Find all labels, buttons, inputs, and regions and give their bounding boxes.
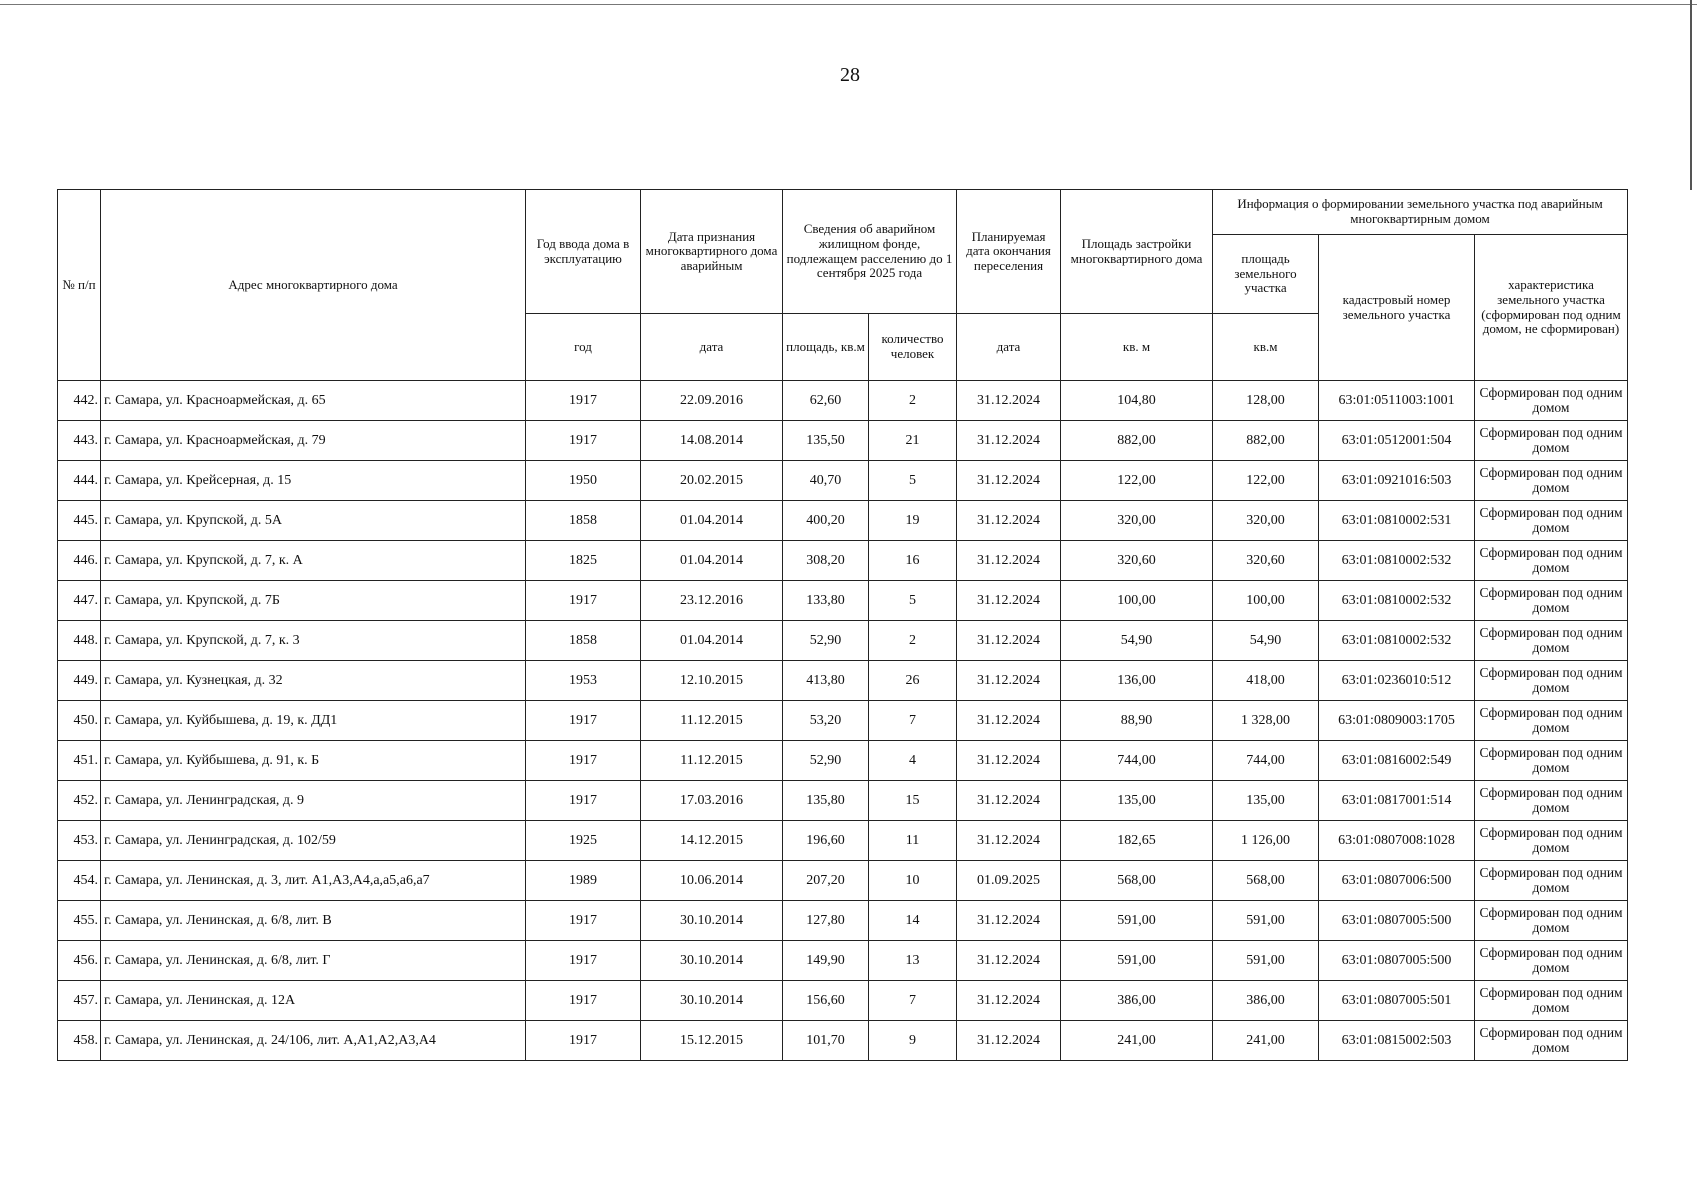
table-row — [58, 461, 1628, 501]
cell-area: 413,80 — [783, 661, 869, 701]
unit-planned-date: дата — [957, 314, 1061, 381]
cell-building-area: 386,00 — [1061, 981, 1213, 1021]
cell-people: 10 — [869, 861, 957, 901]
cell-num: 445. — [58, 501, 101, 541]
cell-characteristic: Сформирован под одним домом — [1475, 421, 1628, 461]
cell-num: 458. — [58, 1021, 101, 1061]
unit-year: год — [526, 314, 641, 381]
cell-cadastral: 63:01:0807008:1028 — [1319, 821, 1475, 861]
cell-planned-date: 31.12.2024 — [957, 381, 1061, 421]
cell-land-area: 591,00 — [1213, 901, 1319, 941]
cell-area: 53,20 — [783, 701, 869, 741]
cell-address: г. Самара, ул. Ленинградская, д. 102/59 — [101, 821, 526, 861]
cell-planned-date: 31.12.2024 — [957, 541, 1061, 581]
cell-people: 14 — [869, 901, 957, 941]
cell-land-area: 128,00 — [1213, 381, 1319, 421]
cell-land-area: 1 328,00 — [1213, 701, 1319, 741]
cell-building-area: 568,00 — [1061, 861, 1213, 901]
cell-cadastral: 63:01:0236010:512 — [1319, 661, 1475, 701]
cell-emergency-date: 01.04.2014 — [641, 541, 783, 581]
unit-date: дата — [641, 314, 783, 381]
cell-planned-date: 31.12.2024 — [957, 821, 1061, 861]
cell-people: 19 — [869, 501, 957, 541]
header-year-built: Год ввода дома в эксплуатацию — [526, 190, 641, 314]
cell-area: 127,80 — [783, 901, 869, 941]
cell-emergency-date: 30.10.2014 — [641, 901, 783, 941]
cell-year: 1917 — [526, 901, 641, 941]
cell-characteristic: Сформирован под одним домом — [1475, 661, 1628, 701]
cell-people: 16 — [869, 541, 957, 581]
cell-address: г. Самара, ул. Крупской, д. 7, к. А — [101, 541, 526, 581]
cell-planned-date: 31.12.2024 — [957, 581, 1061, 621]
cell-num: 443. — [58, 421, 101, 461]
table-row — [58, 581, 1628, 621]
cell-area: 156,60 — [783, 981, 869, 1021]
cell-people: 21 — [869, 421, 957, 461]
cell-building-area: 591,00 — [1061, 901, 1213, 941]
cell-building-area: 182,65 — [1061, 821, 1213, 861]
cell-area: 149,90 — [783, 941, 869, 981]
cell-year: 1989 — [526, 861, 641, 901]
cell-characteristic: Сформирован под одним домом — [1475, 781, 1628, 821]
cell-land-area: 135,00 — [1213, 781, 1319, 821]
cell-emergency-date: 10.06.2014 — [641, 861, 783, 901]
cell-characteristic: Сформирован под одним домом — [1475, 941, 1628, 981]
cell-area: 196,60 — [783, 821, 869, 861]
cell-cadastral: 63:01:0810002:531 — [1319, 501, 1475, 541]
cell-cadastral: 63:01:0815002:503 — [1319, 1021, 1475, 1061]
cell-building-area: 882,00 — [1061, 421, 1213, 461]
page-number: 28 — [840, 64, 860, 86]
cell-emergency-date: 01.04.2014 — [641, 501, 783, 541]
cell-emergency-date: 11.12.2015 — [641, 741, 783, 781]
cell-characteristic: Сформирован под одним домом — [1475, 741, 1628, 781]
cell-area: 40,70 — [783, 461, 869, 501]
cell-emergency-date: 22.09.2016 — [641, 381, 783, 421]
cell-year: 1917 — [526, 941, 641, 981]
cell-area: 52,90 — [783, 741, 869, 781]
cell-emergency-date: 30.10.2014 — [641, 981, 783, 1021]
cell-area: 400,20 — [783, 501, 869, 541]
cell-cadastral: 63:01:0807005:500 — [1319, 941, 1475, 981]
cell-year: 1858 — [526, 501, 641, 541]
cell-address: г. Самара, ул. Ленинская, д. 6/8, лит. Г — [101, 941, 526, 981]
cell-address: г. Самара, ул. Крупской, д. 7Б — [101, 581, 526, 621]
cell-area: 62,60 — [783, 381, 869, 421]
cell-characteristic: Сформирован под одним домом — [1475, 821, 1628, 861]
cell-planned-date: 31.12.2024 — [957, 901, 1061, 941]
cell-emergency-date: 14.08.2014 — [641, 421, 783, 461]
cell-area: 52,90 — [783, 621, 869, 661]
cell-num: 450. — [58, 701, 101, 741]
cell-land-area: 320,00 — [1213, 501, 1319, 541]
cell-emergency-date: 11.12.2015 — [641, 701, 783, 741]
cell-planned-date: 01.09.2025 — [957, 861, 1061, 901]
cell-num: 449. — [58, 661, 101, 701]
cell-people: 13 — [869, 941, 957, 981]
cell-address: г. Самара, ул. Крейсерная, д. 15 — [101, 461, 526, 501]
cell-num: 451. — [58, 741, 101, 781]
cell-characteristic: Сформирован под одним домом — [1475, 381, 1628, 421]
cell-land-area: 1 126,00 — [1213, 821, 1319, 861]
table-row — [58, 981, 1628, 1021]
cell-land-area: 386,00 — [1213, 981, 1319, 1021]
cell-cadastral: 63:01:0921016:503 — [1319, 461, 1475, 501]
cell-planned-date: 31.12.2024 — [957, 421, 1061, 461]
table-row — [58, 621, 1628, 661]
cell-planned-date: 31.12.2024 — [957, 981, 1061, 1021]
cell-land-area: 241,00 — [1213, 1021, 1319, 1061]
table-row — [58, 821, 1628, 861]
cell-year: 1925 — [526, 821, 641, 861]
cell-num: 456. — [58, 941, 101, 981]
cell-characteristic: Сформирован под одним домом — [1475, 541, 1628, 581]
cell-people: 4 — [869, 741, 957, 781]
cell-address: г. Самара, ул. Ленинская, д. 6/8, лит. В — [101, 901, 526, 941]
cell-land-area: 591,00 — [1213, 941, 1319, 981]
cell-people: 26 — [869, 661, 957, 701]
cell-planned-date: 31.12.2024 — [957, 621, 1061, 661]
cell-year: 1950 — [526, 461, 641, 501]
header-address: Адрес многоквартирного дома — [101, 190, 526, 381]
cell-building-area: 241,00 — [1061, 1021, 1213, 1061]
cell-address: г. Самара, ул. Куйбышева, д. 91, к. Б — [101, 741, 526, 781]
cell-emergency-date: 17.03.2016 — [641, 781, 783, 821]
cell-building-area: 54,90 — [1061, 621, 1213, 661]
cell-num: 444. — [58, 461, 101, 501]
cell-characteristic: Сформирован под одним домом — [1475, 621, 1628, 661]
cell-building-area: 744,00 — [1061, 741, 1213, 781]
table-row — [58, 541, 1628, 581]
unit-building-area: кв. м — [1061, 314, 1213, 381]
cell-address: г. Самара, ул. Куйбышева, д. 19, к. ДД1 — [101, 701, 526, 741]
cell-cadastral: 63:01:0810002:532 — [1319, 581, 1475, 621]
cell-area: 101,70 — [783, 1021, 869, 1061]
cell-year: 1917 — [526, 781, 641, 821]
header-land-info: Информация о формировании земельного участка под аварийным многоквартирным домом — [1213, 190, 1628, 235]
cell-year: 1917 — [526, 701, 641, 741]
cell-people: 2 — [869, 381, 957, 421]
cell-address: г. Самара, ул. Ленинская, д. 12А — [101, 981, 526, 1021]
table-row — [58, 501, 1628, 541]
cell-land-area: 320,60 — [1213, 541, 1319, 581]
cell-people: 5 — [869, 461, 957, 501]
cell-year: 1917 — [526, 1021, 641, 1061]
cell-year: 1917 — [526, 741, 641, 781]
cell-characteristic: Сформирован под одним домом — [1475, 581, 1628, 621]
cell-emergency-date: 20.02.2015 — [641, 461, 783, 501]
cell-people: 9 — [869, 1021, 957, 1061]
cell-planned-date: 31.12.2024 — [957, 941, 1061, 981]
cell-building-area: 100,00 — [1061, 581, 1213, 621]
cell-cadastral: 63:01:0807005:500 — [1319, 901, 1475, 941]
cell-num: 453. — [58, 821, 101, 861]
cell-cadastral: 63:01:0810002:532 — [1319, 541, 1475, 581]
table-row — [58, 701, 1628, 741]
cell-year: 1917 — [526, 421, 641, 461]
header-planned-date: Планируемая дата окончания переселения — [957, 190, 1061, 314]
unit-people: количество человек — [869, 314, 957, 381]
cell-land-area: 418,00 — [1213, 661, 1319, 701]
cell-emergency-date: 23.12.2016 — [641, 581, 783, 621]
cell-cadastral: 63:01:0810002:532 — [1319, 621, 1475, 661]
cell-people: 11 — [869, 821, 957, 861]
cell-year: 1917 — [526, 381, 641, 421]
table-row — [58, 741, 1628, 781]
cell-cadastral: 63:01:0807005:501 — [1319, 981, 1475, 1021]
cell-planned-date: 31.12.2024 — [957, 661, 1061, 701]
cell-people: 7 — [869, 701, 957, 741]
header-num: № п/п — [58, 190, 101, 381]
cell-building-area: 135,00 — [1061, 781, 1213, 821]
cell-area: 207,20 — [783, 861, 869, 901]
table-row — [58, 421, 1628, 461]
cell-emergency-date: 12.10.2015 — [641, 661, 783, 701]
cell-emergency-date: 15.12.2015 — [641, 1021, 783, 1061]
cell-characteristic: Сформирован под одним домом — [1475, 981, 1628, 1021]
cell-cadastral: 63:01:0816002:549 — [1319, 741, 1475, 781]
cell-num: 442. — [58, 381, 101, 421]
cell-area: 135,80 — [783, 781, 869, 821]
cell-num: 446. — [58, 541, 101, 581]
cell-land-area: 744,00 — [1213, 741, 1319, 781]
table-row — [58, 941, 1628, 981]
table-row — [58, 381, 1628, 421]
cell-building-area: 136,00 — [1061, 661, 1213, 701]
header-land-char: характеристика земельного участка (сформирован под одним домом, не сформирован) — [1475, 235, 1628, 381]
cell-address: г. Самара, ул. Крупской, д. 5А — [101, 501, 526, 541]
cell-characteristic: Сформирован под одним домом — [1475, 1021, 1628, 1061]
cell-emergency-date: 30.10.2014 — [641, 941, 783, 981]
header-cadastral: кадастровый номер земельного участка — [1319, 235, 1475, 381]
table-row — [58, 1021, 1628, 1061]
cell-emergency-date: 01.04.2014 — [641, 621, 783, 661]
right-scan-rule — [1690, 0, 1692, 190]
cell-num: 455. — [58, 901, 101, 941]
cell-year: 1825 — [526, 541, 641, 581]
cell-cadastral: 63:01:0817001:514 — [1319, 781, 1475, 821]
table-row — [58, 861, 1628, 901]
emergency-housing-table — [57, 189, 1628, 1061]
cell-characteristic: Сформирован под одним домом — [1475, 701, 1628, 741]
cell-num: 457. — [58, 981, 101, 1021]
cell-planned-date: 31.12.2024 — [957, 701, 1061, 741]
cell-people: 15 — [869, 781, 957, 821]
cell-land-area: 882,00 — [1213, 421, 1319, 461]
cell-area: 308,20 — [783, 541, 869, 581]
cell-num: 448. — [58, 621, 101, 661]
unit-land-area: кв.м — [1213, 314, 1319, 381]
cell-land-area: 54,90 — [1213, 621, 1319, 661]
cell-address: г. Самара, ул. Ленинградская, д. 9 — [101, 781, 526, 821]
table-row — [58, 901, 1628, 941]
cell-address: г. Самара, ул. Кузнецкая, д. 32 — [101, 661, 526, 701]
cell-num: 454. — [58, 861, 101, 901]
cell-cadastral: 63:01:0512001:504 — [1319, 421, 1475, 461]
table-row — [58, 661, 1628, 701]
cell-characteristic: Сформирован под одним домом — [1475, 901, 1628, 941]
cell-planned-date: 31.12.2024 — [957, 741, 1061, 781]
cell-building-area: 88,90 — [1061, 701, 1213, 741]
cell-address: г. Самара, ул. Ленинская, д. 24/106, лит. А,А1,А2,А3,А4 — [101, 1021, 526, 1061]
cell-characteristic: Сформирован под одним домом — [1475, 501, 1628, 541]
cell-cadastral: 63:01:0809003:1705 — [1319, 701, 1475, 741]
cell-num: 447. — [58, 581, 101, 621]
cell-building-area: 591,00 — [1061, 941, 1213, 981]
cell-characteristic: Сформирован под одним домом — [1475, 461, 1628, 501]
header-housing-info: Сведения об аварийном жилищном фонде, подлежащем расселению до 1 сентября 2025 года — [783, 190, 957, 314]
cell-planned-date: 31.12.2024 — [957, 501, 1061, 541]
cell-year: 1917 — [526, 581, 641, 621]
cell-year: 1953 — [526, 661, 641, 701]
cell-building-area: 320,00 — [1061, 501, 1213, 541]
header-building-area: Площадь застройки многоквартирного дома — [1061, 190, 1213, 314]
cell-address: г. Самара, ул. Крупской, д. 7, к. 3 — [101, 621, 526, 661]
cell-year: 1858 — [526, 621, 641, 661]
unit-area: площадь, кв.м — [783, 314, 869, 381]
cell-people: 5 — [869, 581, 957, 621]
cell-area: 133,80 — [783, 581, 869, 621]
cell-address: г. Самара, ул. Красноармейская, д. 79 — [101, 421, 526, 461]
cell-building-area: 104,80 — [1061, 381, 1213, 421]
top-scan-rule — [0, 4, 1697, 5]
table-row — [58, 781, 1628, 821]
cell-cadastral: 63:01:0511003:1001 — [1319, 381, 1475, 421]
cell-emergency-date: 14.12.2015 — [641, 821, 783, 861]
cell-characteristic: Сформирован под одним домом — [1475, 861, 1628, 901]
cell-address: г. Самара, ул. Ленинская, д. 3, лит. А1,А3,А4,а,а5,а6,а7 — [101, 861, 526, 901]
cell-address: г. Самара, ул. Красноармейская, д. 65 — [101, 381, 526, 421]
cell-num: 452. — [58, 781, 101, 821]
cell-people: 7 — [869, 981, 957, 1021]
cell-planned-date: 31.12.2024 — [957, 1021, 1061, 1061]
cell-land-area: 122,00 — [1213, 461, 1319, 501]
cell-area: 135,50 — [783, 421, 869, 461]
cell-land-area: 100,00 — [1213, 581, 1319, 621]
cell-year: 1917 — [526, 981, 641, 1021]
cell-planned-date: 31.12.2024 — [957, 461, 1061, 501]
header-land-area: площадь земельного участка — [1213, 235, 1319, 314]
cell-land-area: 568,00 — [1213, 861, 1319, 901]
cell-cadastral: 63:01:0807006:500 — [1319, 861, 1475, 901]
cell-building-area: 122,00 — [1061, 461, 1213, 501]
cell-building-area: 320,60 — [1061, 541, 1213, 581]
cell-planned-date: 31.12.2024 — [957, 781, 1061, 821]
cell-people: 2 — [869, 621, 957, 661]
header-emergency-date: Дата признания многоквартирного дома аварийным — [641, 190, 783, 314]
